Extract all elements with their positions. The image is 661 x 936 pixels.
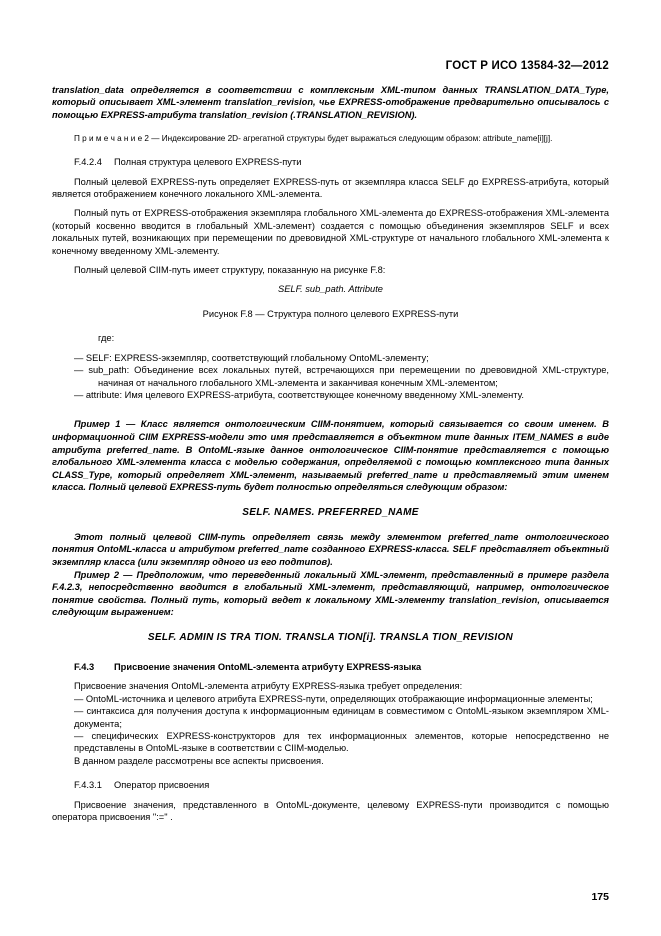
section-title: Присвоение значения OntoML-элемента атрибуту EXPRESS-языка bbox=[114, 662, 422, 673]
section-number: F.4.3 bbox=[74, 662, 95, 673]
definition-self: — SELF: EXPRESS-экземпляр, соответствующий глобальному OntoML-элементу; bbox=[74, 352, 429, 363]
section-title: Полная структура целевого EXPRESS-пути bbox=[114, 157, 302, 168]
section-number: F.4.3.1 bbox=[74, 780, 102, 791]
section-number: F.4.2.4 bbox=[74, 157, 102, 168]
list-item-43-2: — синтаксиса для получения доступа к информационным единицам в совместимом с OntoML-языком экземпляром XML-документа; bbox=[74, 706, 609, 729]
gde-label: где: bbox=[98, 333, 115, 344]
figure-caption-f8: Рисунок F.8 — Структура полного целевого EXPRESS-пути bbox=[202, 308, 459, 319]
section-title: Оператор присвоения bbox=[114, 780, 210, 791]
page-header: ГОСТ Р ИСО 13584-32—2012 bbox=[445, 60, 609, 72]
page-number: 175 bbox=[591, 891, 609, 903]
paragraph-intro: translation_data определяется в соответствии с комплексным XML-типом данных TRANSLATION_DATA_Type, который описывает XML-элемент translation_revision, чье EXPRESS-отображение предварительно описывалось с помощью EXPRESS-атрибута translation_revision (.TRANSLATION_REVISION). bbox=[52, 85, 609, 120]
paragraph-43-end: В данном разделе рассмотрены все аспекты присвоения. bbox=[74, 755, 324, 766]
note-text: — Индексирование 2D- агрегатной структуры будет выражаться следующим образом: attribute_name[i][j]. bbox=[148, 134, 553, 144]
path-formula: SELF. sub_path. Attribute bbox=[278, 284, 383, 295]
example-1-path: SELF. NAMES. PREFERRED_NAME bbox=[242, 506, 419, 518]
list-item-43-1: — OntoML-источника и целевого атрибута EXPRESS-пути, определяющих отображающие информационные элементы; bbox=[74, 693, 593, 704]
example-2: Пример 2 — Предположим, что переведенный локальный XML-элемент, представленный в примере раздела F.4.2.3, непосредственно вводится в глобальный XML-элемент, представляющий, например, онтологическое понятие свойства. Полный путь, который ведет к локальному XML-элементу translation_revision, описывается следующим выражением: bbox=[52, 569, 609, 618]
list-item-43-3: — специфических EXPRESS-конструкторов для тех информационных элементов, которые непосредственно не представлены в OntoML-языке в соответствии с CIIM-моделью. bbox=[74, 731, 609, 754]
example-1-after: Этот полный целевой CIIM-путь определяет связь между элементом preferred_name онтологического понятия OntoML-класса и атрибутом preferred_name созданного EXPRESS-класса. SELF представляет объектный экземпляр класса (или экземпляр одного из его подтипов). bbox=[52, 531, 609, 568]
paragraph-43-intro: Присвоение значения OntoML-элемента атрибуту EXPRESS-языка требует определения: bbox=[74, 681, 463, 692]
section-heading-f4224 bbox=[52, 156, 609, 168]
section-heading-f431 bbox=[52, 779, 609, 791]
note-label: П р и м е ч а н и е 2 bbox=[74, 134, 149, 144]
example-2-path: SELF. ADMIN IS TRA TION. TRANSLA TION[i]. TRANSLA TION_REVISION bbox=[147, 632, 514, 644]
paragraph-431: Присвоение значения, представленного в OntoML-документе, целевому EXPRESS-пути производится с помощью оператора присвоения ":=" . bbox=[52, 799, 609, 823]
paragraph-ciim-path: Полный целевой CIIM-путь имеет структуру, показанную на рисунке F.8: bbox=[74, 265, 386, 276]
note-2 bbox=[52, 133, 609, 144]
example-1: Пример 1 — Класс является онтологическим CIIM-понятием, который связывается со своим именем. В информационной CIIM EXPRESS-модели это имя представляется в объектном типе данных ITEM_NAMES в виде атрибута preferred_name. В OntoML-языке данное онтологическое CIIM-понятие представляется с помощью глобального XML-элемента класса с моделью содержания, определяемой с помощью комплексного типа данных CLASS_Type, который определяет XML-элемент, называемый preferred_name и представляемый этим именем класса. Полный целевой EXPRESS-путь будет полностью определяться следующим образом: bbox=[52, 419, 609, 493]
definition-sub-path: — sub_path: Объединение всех локальных путей, встречающихся при перемещении по древовидной XML-структуре, начиная от начального глобального XML-элемента и заканчивая конечным XML-элементом; bbox=[74, 365, 609, 388]
section-heading-f43 bbox=[52, 661, 609, 673]
definition-attribute: — attribute: Имя целевого EXPRESS-атрибута, соответствующее конечному введенному XML-элементу. bbox=[74, 389, 524, 400]
paragraph-full-path: Полный целевой EXPRESS-путь определяет EXPRESS-путь от экземпляра класса SELF до EXPRESS-атрибута, который является отображением конечного локального XML-элемента. bbox=[52, 176, 609, 200]
paragraph-full-path-2: Полный путь от EXPRESS-отображения экземпляра глобального XML-элемента до EXPRESS-отображения XML-элемента (который косвенно вводится в глобальный XML-элемент) создается с помощью объединения экземпляров SELF и всех локальных путей, возникающих при перемещении по древовидной XML-структуре от начального глобального XML-элемента к конечному введенному XML-элементу. bbox=[52, 208, 609, 256]
